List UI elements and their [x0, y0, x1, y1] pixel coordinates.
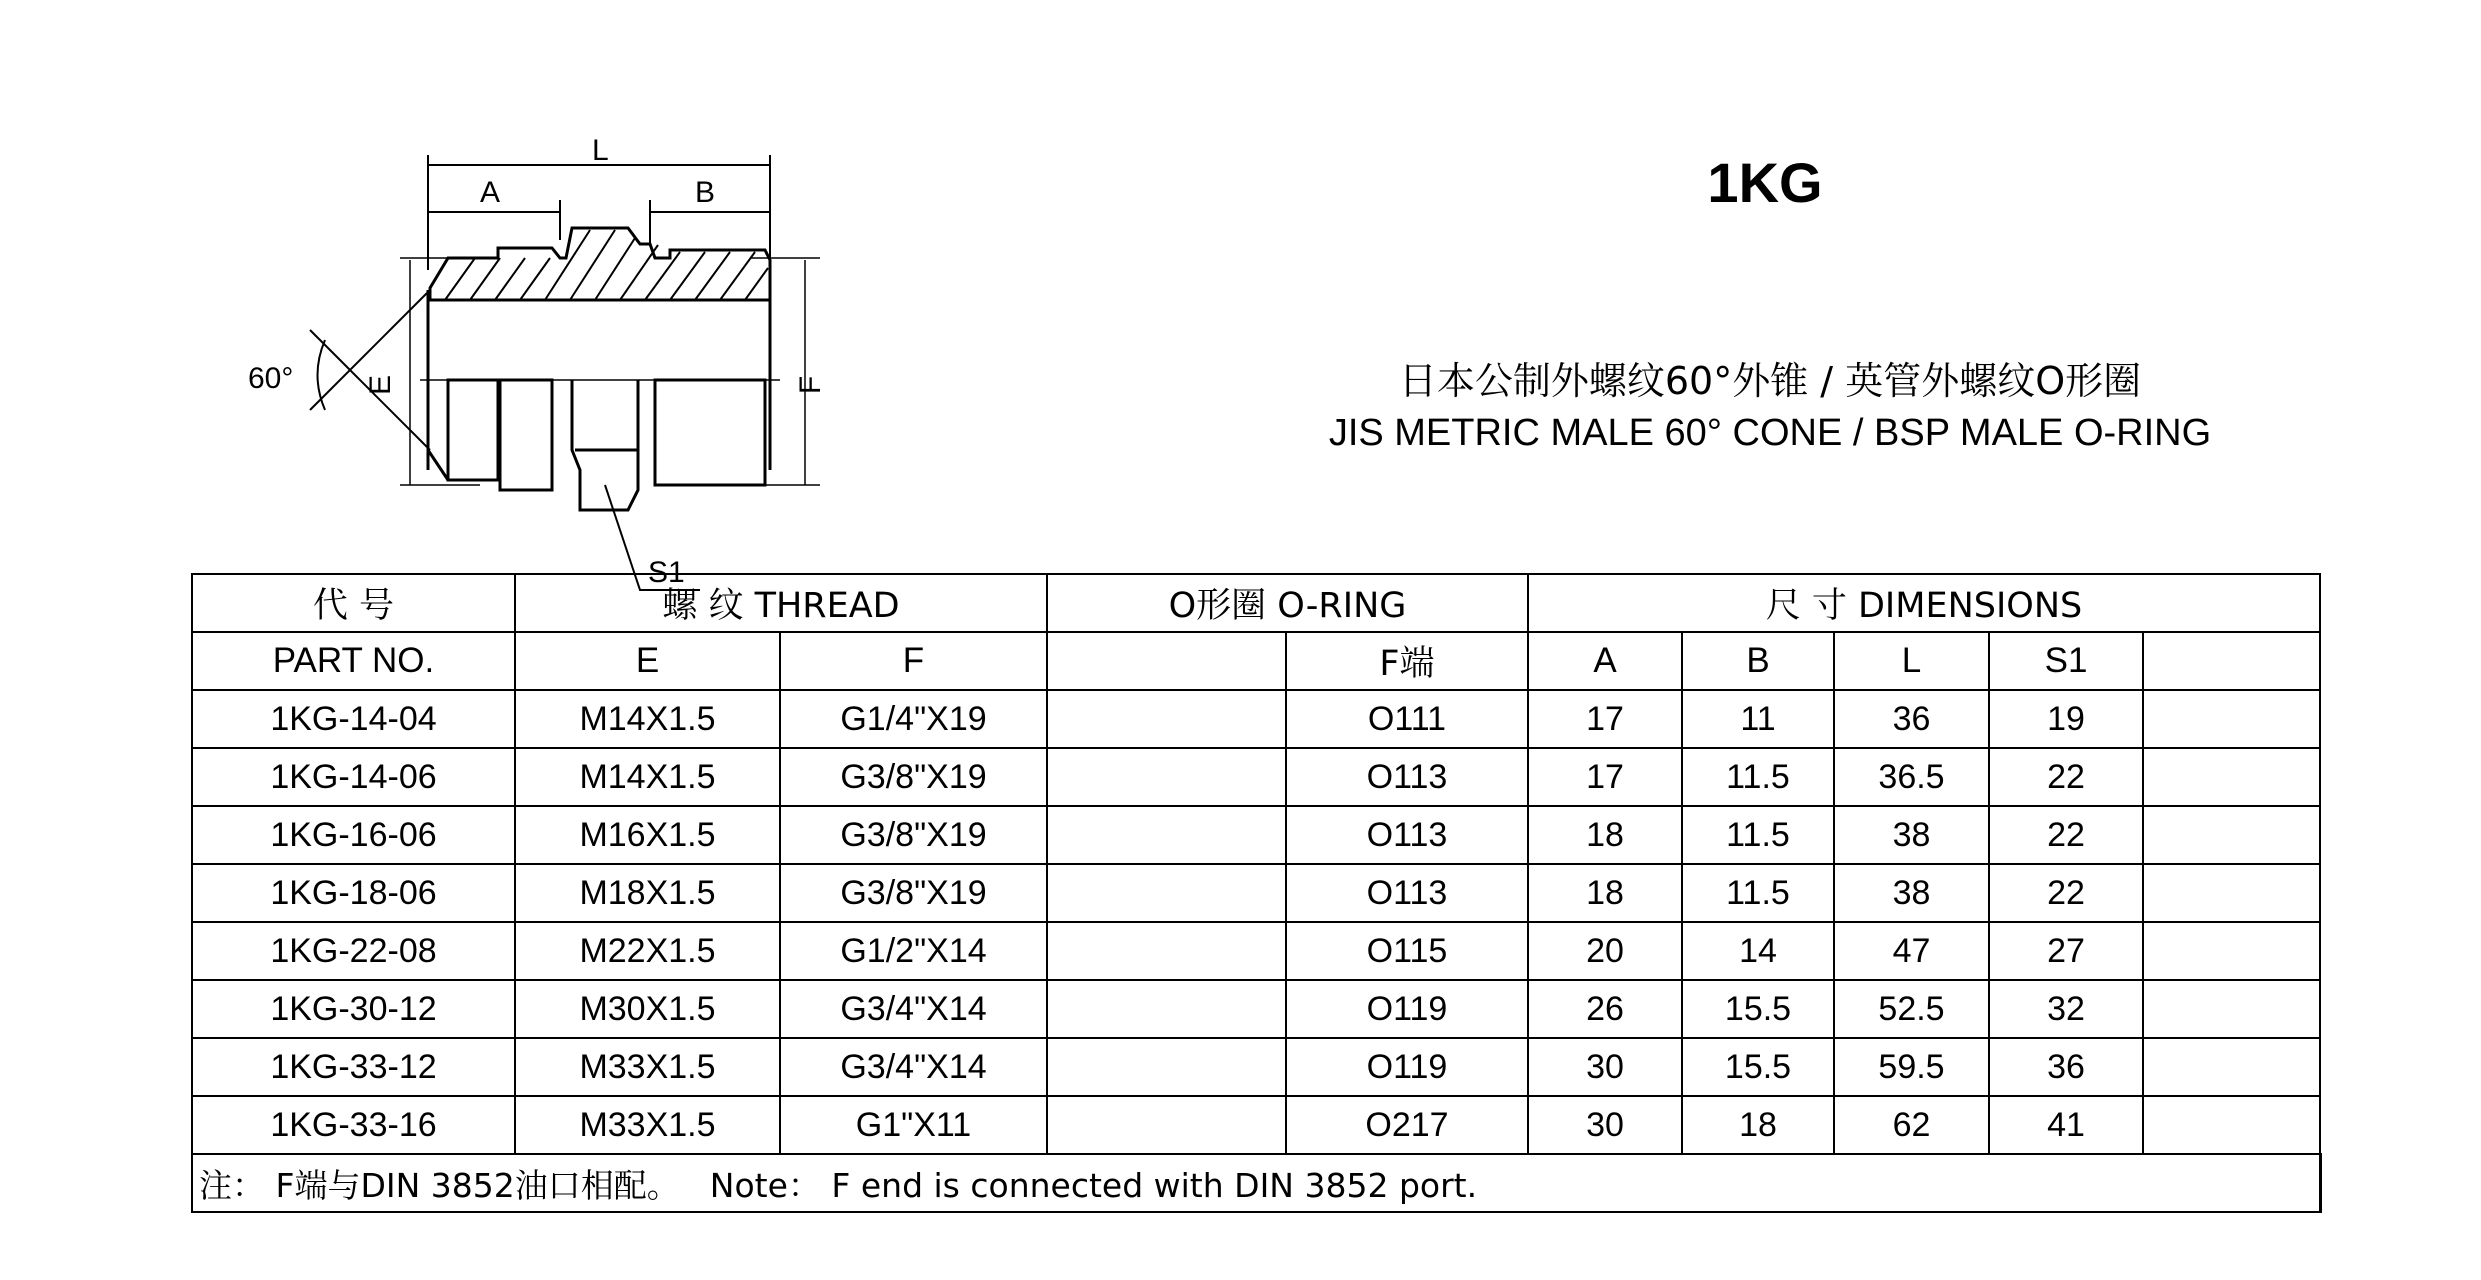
- header-part-cn: 代 号: [192, 574, 515, 632]
- header-E: E: [515, 632, 780, 690]
- note-english: Note： F end is connected with DIN 3852 port.: [709, 1165, 1478, 1205]
- dim-label-F: F: [794, 375, 827, 395]
- cell-e: M33X1.5: [515, 1096, 780, 1154]
- table-row: [192, 690, 2320, 748]
- cell-blank: [2143, 806, 2320, 864]
- cell-l: 47: [1834, 922, 1989, 980]
- note-chinese: 注： F端与DIN 3852油口相配。: [199, 1165, 680, 1205]
- cell-blank: [2143, 748, 2320, 806]
- cell-l: 38: [1834, 806, 1989, 864]
- cell-s1: 19: [1989, 690, 2143, 748]
- dim-label-L: L: [592, 134, 609, 167]
- cell-blank: [1047, 1038, 1286, 1096]
- table-row: [192, 922, 2320, 980]
- header-thread: 螺 纹 THREAD: [515, 574, 1047, 632]
- cell-blank: [2143, 1038, 2320, 1096]
- cell-part: 1KG-16-06: [192, 806, 515, 864]
- cell-oring: O115: [1286, 922, 1528, 980]
- table-note: [192, 1154, 2320, 1212]
- cell-e: M33X1.5: [515, 1038, 780, 1096]
- product-title: 1KG: [1707, 151, 1823, 214]
- header-part-en: PART NO.: [192, 632, 515, 690]
- cell-s1: 22: [1989, 864, 2143, 922]
- cell-b: 18: [1682, 1096, 1834, 1154]
- cell-blank: [2143, 864, 2320, 922]
- header-S1: S1: [1989, 632, 2143, 690]
- cell-b: 14: [1682, 922, 1834, 980]
- cell-b: 11.5: [1682, 748, 1834, 806]
- cell-f: G3/4"X14: [780, 1038, 1047, 1096]
- table-row: [192, 748, 2320, 806]
- cell-blank: [1047, 806, 1286, 864]
- cell-f: G3/8"X19: [780, 806, 1047, 864]
- cell-oring: O217: [1286, 1096, 1528, 1154]
- cell-f: G1"X11: [780, 1096, 1047, 1154]
- cell-s1: 36: [1989, 1038, 2143, 1096]
- cell-s1: 22: [1989, 748, 2143, 806]
- cell-part: 1KG-14-04: [192, 690, 515, 748]
- cell-f: G3/4"X14: [780, 980, 1047, 1038]
- cell-f: G1/2"X14: [780, 922, 1047, 980]
- cell-blank: [2143, 690, 2320, 748]
- cell-e: M22X1.5: [515, 922, 780, 980]
- cell-blank: [1047, 922, 1286, 980]
- table-row: [192, 1038, 2320, 1096]
- cell-s1: 22: [1989, 806, 2143, 864]
- cell-s1: 41: [1989, 1096, 2143, 1154]
- cell-oring: O113: [1286, 806, 1528, 864]
- cell-blank: [2143, 980, 2320, 1038]
- cell-a: 18: [1528, 806, 1682, 864]
- cell-part: 1KG-33-16: [192, 1096, 515, 1154]
- header-row-2: [192, 632, 2320, 690]
- cell-a: 17: [1528, 690, 1682, 748]
- cell-e: M14X1.5: [515, 748, 780, 806]
- cell-a: 30: [1528, 1096, 1682, 1154]
- cell-l: 52.5: [1834, 980, 1989, 1038]
- header-dimensions: 尺 寸 DIMENSIONS: [1528, 574, 2320, 632]
- cell-e: M16X1.5: [515, 806, 780, 864]
- cell-l: 36: [1834, 690, 1989, 748]
- header-row-1: [192, 574, 2320, 632]
- spec-table: [191, 573, 2322, 1213]
- cell-b: 11.5: [1682, 806, 1834, 864]
- cell-s1: 32: [1989, 980, 2143, 1038]
- dim-label-A: A: [480, 176, 501, 209]
- cell-b: 15.5: [1682, 980, 1834, 1038]
- dim-label-B: B: [695, 176, 716, 209]
- cell-oring: O113: [1286, 748, 1528, 806]
- fitting-drawing: [230, 134, 850, 589]
- cell-l: 36.5: [1834, 748, 1989, 806]
- cell-s1: 27: [1989, 922, 2143, 980]
- cell-b: 11: [1682, 690, 1834, 748]
- cell-oring: O119: [1286, 1038, 1528, 1096]
- cell-blank: [1047, 748, 1286, 806]
- header-L: L: [1834, 632, 1989, 690]
- cell-f: G3/8"X19: [780, 748, 1047, 806]
- cell-blank: [1047, 864, 1286, 922]
- dim-label-S1: S1: [648, 556, 685, 589]
- table-row: [192, 806, 2320, 864]
- cell-part: 1KG-30-12: [192, 980, 515, 1038]
- header-F: F: [780, 632, 1047, 690]
- dim-label-E: E: [364, 374, 397, 396]
- cell-l: 62: [1834, 1096, 1989, 1154]
- table-row: [192, 980, 2320, 1038]
- cell-l: 59.5: [1834, 1038, 1989, 1096]
- cell-a: 26: [1528, 980, 1682, 1038]
- cell-a: 17: [1528, 748, 1682, 806]
- cell-a: 20: [1528, 922, 1682, 980]
- cell-oring: O111: [1286, 690, 1528, 748]
- cell-e: M18X1.5: [515, 864, 780, 922]
- cell-e: M14X1.5: [515, 690, 780, 748]
- cell-oring: O119: [1286, 980, 1528, 1038]
- cell-blank: [2143, 922, 2320, 980]
- cell-blank: [1047, 1096, 1286, 1154]
- cell-b: 11.5: [1682, 864, 1834, 922]
- cell-oring: O113: [1286, 864, 1528, 922]
- table-row: [192, 864, 2320, 922]
- header-blank-2: [2143, 632, 2320, 690]
- header-oring: O形圈 O-RING: [1047, 574, 1528, 632]
- cell-blank: [2143, 1096, 2320, 1154]
- header-A: A: [1528, 632, 1682, 690]
- cell-e: M30X1.5: [515, 980, 780, 1038]
- header-F-end: F端: [1286, 632, 1528, 690]
- cell-blank: [1047, 690, 1286, 748]
- subtitle-english: JIS METRIC MALE 60° CONE / BSP MALE O-RING: [1328, 412, 2212, 454]
- cell-part: 1KG-33-12: [192, 1038, 515, 1096]
- header-B: B: [1682, 632, 1834, 690]
- angle-label: 60°: [248, 362, 294, 395]
- cell-f: G1/4"X19: [780, 690, 1047, 748]
- table-row: [192, 1096, 2320, 1154]
- cell-blank: [1047, 980, 1286, 1038]
- cell-part: 1KG-22-08: [192, 922, 515, 980]
- cell-a: 30: [1528, 1038, 1682, 1096]
- cell-a: 18: [1528, 864, 1682, 922]
- cell-part: 1KG-14-06: [192, 748, 515, 806]
- cell-part: 1KG-18-06: [192, 864, 515, 922]
- header-blank: [1047, 632, 1286, 690]
- subtitle-chinese: 日本公制外螺纹60°外锥 / 英管外螺纹O形圈: [1398, 359, 2142, 403]
- cell-f: G3/8"X19: [780, 864, 1047, 922]
- cell-l: 38: [1834, 864, 1989, 922]
- cell-b: 15.5: [1682, 1038, 1834, 1096]
